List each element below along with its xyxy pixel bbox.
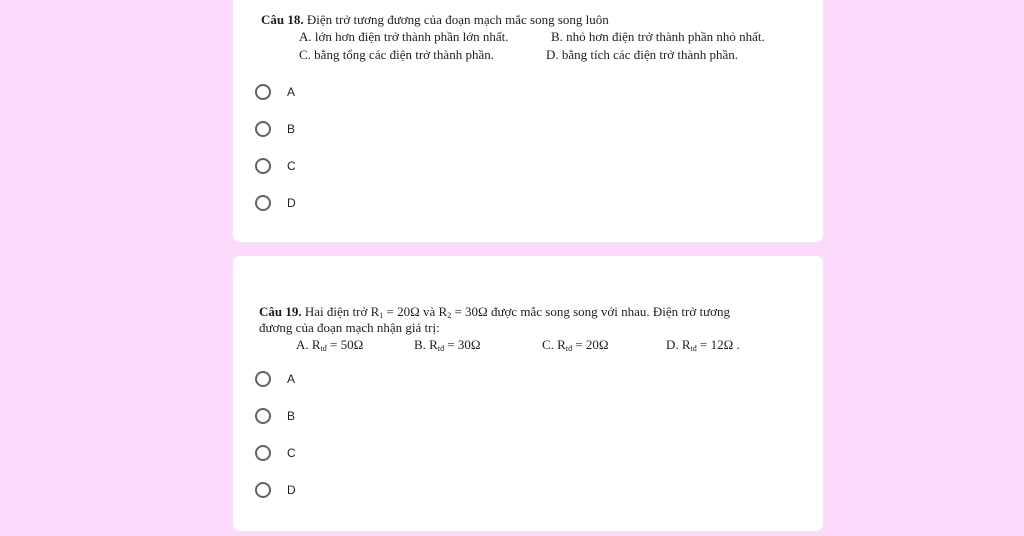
question-18-choice-b-text: B. nhỏ hơn điện trở thành phần nhỏ nhất. [551, 29, 765, 44]
question-18-choice-a-text: A. lớn hơn điện trở thành phần lớn nhất. [299, 29, 509, 44]
option-label: C [287, 159, 296, 173]
option-label: B [287, 122, 296, 136]
radio-button[interactable] [255, 408, 271, 424]
option-label: B [287, 409, 296, 423]
q19-option-d[interactable] [255, 479, 355, 501]
q18-option-c[interactable] [255, 155, 355, 177]
q18-option-a[interactable] [255, 81, 355, 103]
radio-button[interactable] [255, 371, 271, 387]
option-label: D [287, 483, 296, 497]
radio-button[interactable] [255, 195, 271, 211]
question-19-title: Câu 19. Hai điện trở $R_1 = 20\Omega$ và $R_2 = 30\Omega$ được mắc song song với nhau. Điện trở tương [259, 304, 731, 320]
question-19-image [233, 303, 823, 355]
question-18-choice-d-text: D. bằng tích các điện trở thành phần. [546, 47, 739, 62]
question-19-choice-a-text: A. $R_{tđ} = 50\Omega$ [296, 337, 364, 353]
q18-option-b[interactable] [255, 118, 355, 140]
question-19-choice-d-text: D. $R_{tđ} = 12\Omega$ . [666, 337, 740, 353]
radio-button[interactable] [255, 445, 271, 461]
question-card-18 [232, 0, 824, 243]
question-19-choice-c-text: C. $R_{tđ} = 20\Omega$ [542, 337, 609, 353]
question-18-image [233, 11, 823, 71]
option-label: A [287, 372, 296, 386]
q19-option-a[interactable] [255, 368, 355, 390]
option-label: D [287, 196, 296, 210]
q18-option-d[interactable] [255, 192, 355, 214]
question-19-line-2: đương của đoạn mạch nhận giá trị: [259, 320, 440, 335]
question-card-19 [232, 255, 824, 532]
option-label: A [287, 85, 296, 99]
radio-button[interactable] [255, 121, 271, 137]
radio-button[interactable] [255, 158, 271, 174]
radio-button[interactable] [255, 482, 271, 498]
question-18-title: Câu 18. Điện trở tương đương của đoạn mạch mắc song song luôn [261, 12, 609, 27]
radio-button[interactable] [255, 84, 271, 100]
question-19-choice-b-text: B. $R_{tđ} = 30\Omega$ [414, 337, 481, 353]
q19-option-b[interactable] [255, 405, 355, 427]
option-label: C [287, 446, 296, 460]
q19-option-c[interactable] [255, 442, 355, 464]
question-18-choice-c-text: C. bằng tổng các điện trở thành phần. [299, 47, 494, 62]
